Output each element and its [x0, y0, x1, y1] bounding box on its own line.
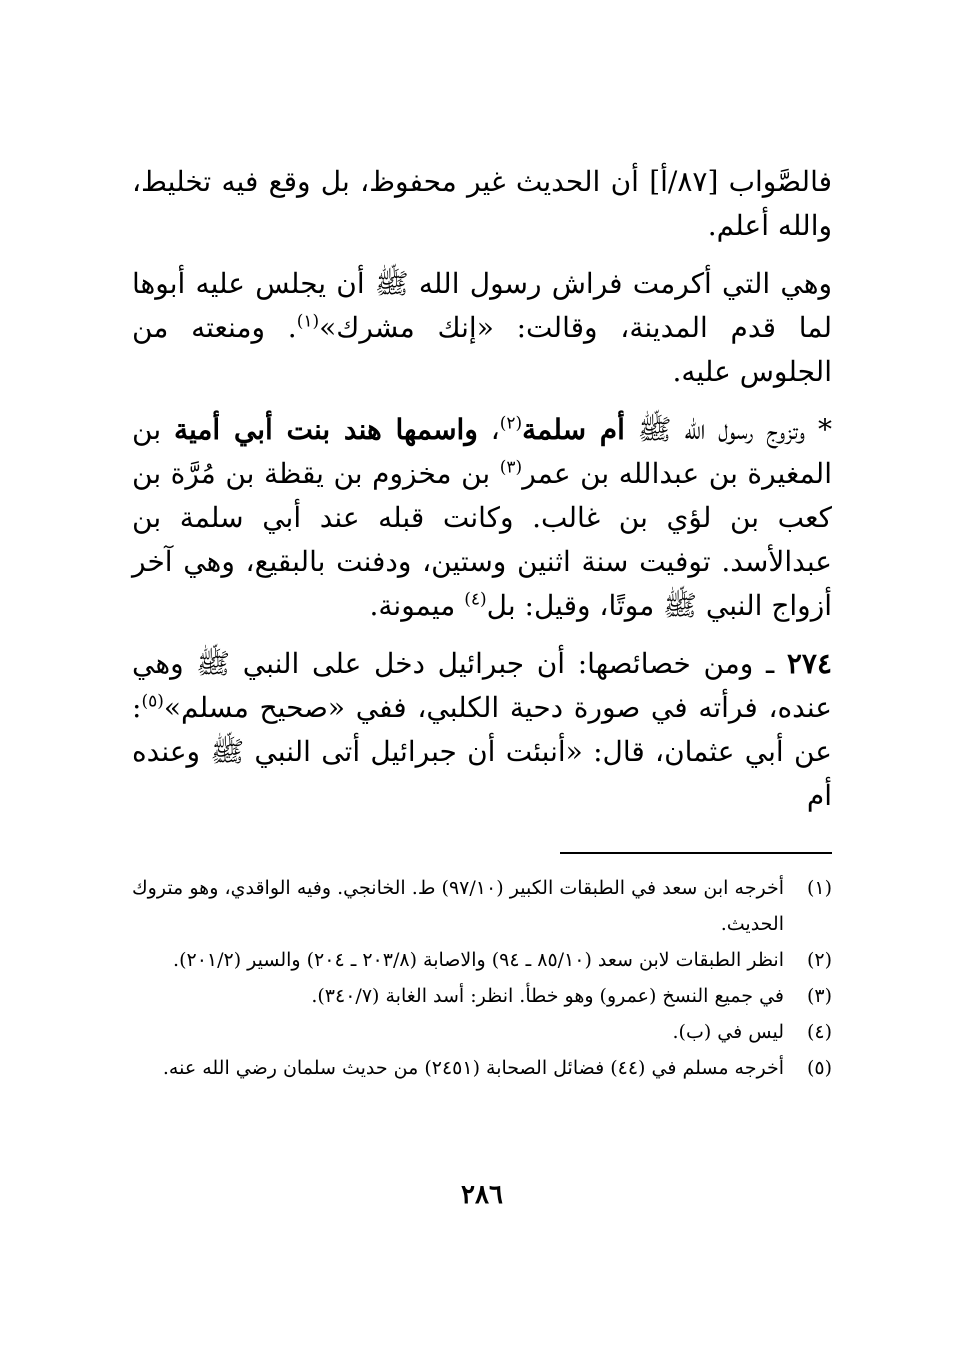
footnote-ref-4[interactable]: (٤): [464, 589, 487, 610]
page-number: ٢٨٦: [461, 1180, 503, 1210]
paragraph-2: [132, 262, 832, 394]
footnote-number: (٢): [806, 949, 832, 971]
footnote-ref-3[interactable]: (٣): [499, 457, 523, 478]
entry-number: ٢٧٤: [786, 647, 832, 680]
paragraph-3: [132, 408, 832, 628]
footnote-text: في جميع النسخ (عمرو) وهو خطأ. انظر: أسد الغابة (٣٤٠/٧).: [311, 985, 784, 1007]
footnote-number: (٥): [806, 1057, 832, 1079]
footnote-number: (٤): [806, 1021, 832, 1043]
footnote-divider: [560, 852, 832, 854]
footnote-5: [132, 1050, 832, 1086]
paragraph-3-text-c: بن المغيرة بن عبدالله بن عمر: [132, 413, 832, 490]
footnote-text: أخرجه مسلم في (٤٤) فضائل الصحابة (٢٤٥١) من حديث سلمان رضي الله عنه.: [162, 1057, 784, 1079]
footnote-ref-5[interactable]: (٥): [141, 691, 164, 712]
footnote-text: انظر الطبقات لابن سعد (٨٥/١٠ ـ ٩٤) والاصابة (٢٠٣/٨ ـ ٢٠٤) والسير (٢٠١/٢).: [173, 949, 784, 971]
paragraph-2-text-a: وهي التي أكرمت فراش رسول الله ﷺ أن يجلس عليه أبوها لما قدم المدينة، وقالت: «إنك مشرك»: [132, 267, 832, 344]
footnote-1: [132, 870, 832, 942]
footnote-text: ليس في (ب).: [672, 1021, 784, 1043]
paragraph-3-text-e: ميمونة.: [369, 589, 465, 622]
footnote-ref-1[interactable]: (١): [296, 311, 320, 332]
footnote-ref-2[interactable]: (٢): [499, 413, 523, 434]
footnote-3: [132, 978, 832, 1014]
paragraph-2-text-b: . ومنعته من الجلوس عليه.: [132, 311, 832, 388]
footnote-text: أخرجه ابن سعد في الطبقات الكبير (٩٧/١٠) ط. الخانجي. وفيه الواقدي، وهو متروك الحديث.: [132, 877, 784, 935]
main-text: [132, 160, 832, 818]
paragraph-4-text-b: : عن أبي عثمان، قال: «أنبئت أن جبرائيل أتى النبي ﷺ وعنده أم: [132, 691, 832, 812]
paragraph-4: [132, 642, 832, 818]
paragraph-1-text: فالصَّواب [٨٧/أ] أن الحديث غير محفوظ، بل وقع فيه تخليط، والله أعلم.: [132, 165, 833, 242]
paragraph-3-text-d: بن مخزوم بن يقظة بن مُرَّة بن كعب بن لؤي بن غالب. وكانت قبله عند أبي سلمة بن عبدالأسد. توفيت سنة اثنين وستين، ودفنت بالبقيع، وهي آخر أزواج النبي ﷺ موتًا، وقيل: بل: [132, 457, 832, 622]
paragraph-1: [132, 160, 832, 248]
paragraph-3-text-a: * وتزوج رسول الله ﷺ: [624, 413, 833, 446]
paragraph-3-text-b: ،: [477, 413, 500, 446]
footnote-4: [132, 1014, 832, 1050]
paragraph-4-text-a: ـ ومن خصائصها: أن جبرائيل دخل على النبي ﷺ وهي عنده، فرأته في صورة دحية الكلبي، ففي «صحيح مسلم»: [132, 647, 832, 724]
footnote-number: (٣): [806, 985, 832, 1007]
paragraph-3-bold-a: أم سلمة: [522, 413, 625, 446]
footnote-number: (١): [806, 877, 832, 899]
footnote-2: [132, 942, 832, 978]
paragraph-3-bold-b: واسمها هند بنت أبي أمية: [173, 413, 478, 446]
footnotes: [132, 870, 832, 1086]
